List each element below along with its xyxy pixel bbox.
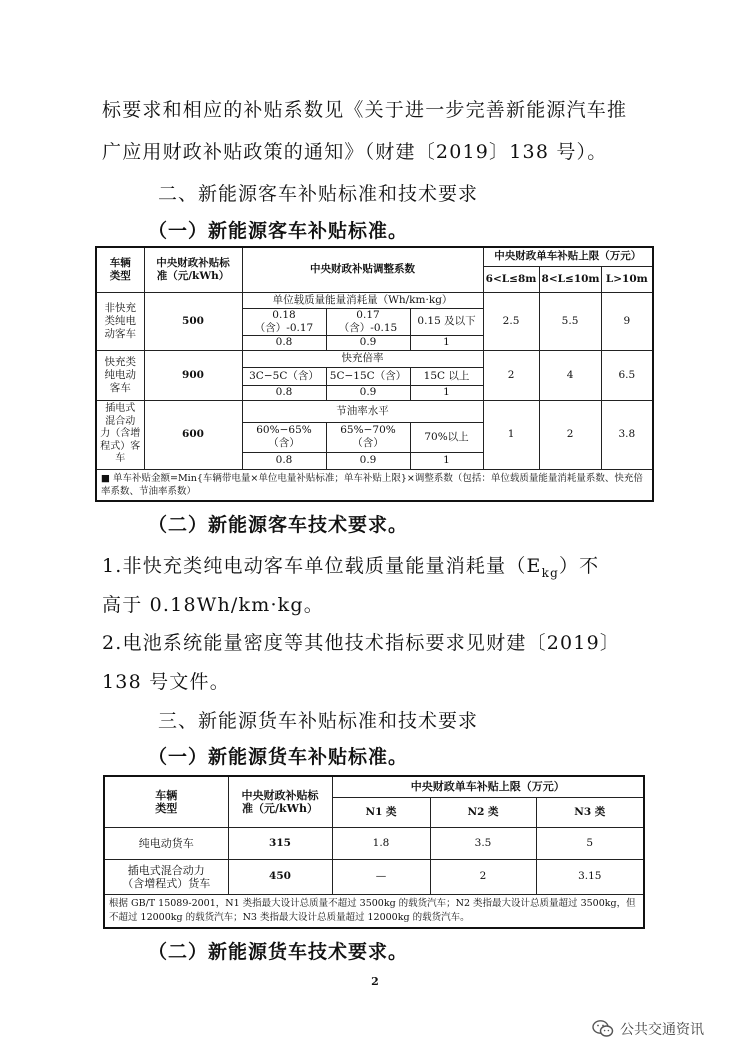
coef-factor: 1 bbox=[410, 452, 483, 469]
paragraph-line: 广应用财政补贴政策的通知》（财建〔2019〕138 号）。 bbox=[102, 141, 608, 163]
truck-subsidy-table bbox=[103, 775, 645, 929]
row-standard: 600 bbox=[144, 400, 242, 469]
cap-value: 2 bbox=[539, 400, 601, 469]
cap-value: 5 bbox=[536, 827, 644, 859]
coef-label: 单位载质量能量消耗量（Wh/km·kg） bbox=[242, 292, 483, 308]
coef-level: 60%−65% （含） bbox=[242, 422, 326, 452]
row-standard: 500 bbox=[144, 292, 242, 350]
coef-factor: 0.9 bbox=[326, 452, 410, 469]
header-adjust-coefficient: 中央财政补贴调整系数 bbox=[242, 247, 483, 292]
requirement-1-line1: 1.非快充类纯电动客车单位载质量能量消耗量$(E_{kg})$不 bbox=[102, 555, 600, 580]
cap-value: 9 bbox=[601, 292, 653, 350]
header-subsidy-standard: 中央财政补贴标 准（元/kWh） bbox=[144, 247, 242, 292]
coef-level: 70%以上 bbox=[410, 422, 483, 452]
paragraph-line: 138 号文件。 bbox=[102, 671, 230, 693]
header-cap-col: 6<L≤8m bbox=[483, 266, 539, 292]
header-cap-col: 8<L≤10m bbox=[539, 266, 601, 292]
cap-value: 3.15 bbox=[536, 859, 644, 894]
coef-factor: 0.8 bbox=[242, 452, 326, 469]
header-cap-col: L>10m bbox=[601, 266, 653, 292]
header-cap-col: N2 类 bbox=[430, 797, 536, 827]
row-standard: 315 bbox=[228, 827, 332, 859]
header-cap-col: N3 类 bbox=[536, 797, 644, 827]
row-standard: 450 bbox=[228, 859, 332, 894]
coef-factor: 0.9 bbox=[326, 385, 410, 400]
cap-value: — bbox=[332, 859, 430, 894]
row-type: 纯电动货车 bbox=[104, 827, 228, 859]
watermark-text: 公共交通资讯 bbox=[620, 1022, 704, 1038]
cap-value: 1 bbox=[483, 400, 539, 469]
coef-level: 15C 以上 bbox=[410, 367, 483, 385]
cap-value: 6.5 bbox=[601, 350, 653, 400]
subheading-truck-tech: （二）新能源货车技术要求。 bbox=[148, 941, 409, 963]
paragraph-line: 标要求和相应的补贴系数见《关于进一步完善新能源汽车推 bbox=[102, 99, 628, 121]
wechat-icon bbox=[592, 1019, 614, 1039]
coef-label: 快充倍率 bbox=[242, 350, 483, 367]
row-type: 非快充 类纯电 动客车 bbox=[96, 292, 144, 350]
header-cap-col: N1 类 bbox=[332, 797, 430, 827]
coef-level: 3C−5C（含） bbox=[242, 367, 326, 385]
coef-factor: 1 bbox=[410, 385, 483, 400]
page-number: 2 bbox=[371, 975, 379, 988]
cap-value: 4 bbox=[539, 350, 601, 400]
cap-value: 2.5 bbox=[483, 292, 539, 350]
row-standard: 900 bbox=[144, 350, 242, 400]
cap-value: 3.8 bbox=[601, 400, 653, 469]
section-heading-truck: 三、新能源货车补贴标准和技术要求 bbox=[158, 710, 479, 732]
row-type: 插电式 混合动 力（含增 程式）客 车 bbox=[96, 400, 144, 469]
coef-factor: 0.9 bbox=[326, 335, 410, 350]
coef-level: 5C−15C（含） bbox=[326, 367, 410, 385]
header-subsidy-cap: 中央财政单车补贴上限（万元） bbox=[332, 776, 644, 797]
subheading-bus-subsidy: （一）新能源客车补贴标准。 bbox=[148, 220, 409, 242]
cap-value: 2 bbox=[483, 350, 539, 400]
watermark bbox=[592, 1016, 704, 1042]
bus-subsidy-table bbox=[95, 246, 654, 502]
requirement-2-line1: 2.电池系统能量密度等其他技术指标要求见财建〔2019〕 bbox=[102, 632, 621, 654]
header-subsidy-standard: 中央财政补贴标 准（元/kWh） bbox=[228, 776, 332, 827]
cap-value: 3.5 bbox=[430, 827, 536, 859]
coef-factor: 0.8 bbox=[242, 385, 326, 400]
coef-level: 65%−70% （含） bbox=[326, 422, 410, 452]
coef-level: 0.15 及以下 bbox=[410, 308, 483, 335]
cap-value: 2 bbox=[430, 859, 536, 894]
table-note: 根据 GB/T 15089-2001，N1 类指最大设计总质量不超过 3500kg 的载货汽车；N2 类指最大设计总质量超过 3500kg，但不超过 12000kg 的载货汽车；N3 类指最大设计总质量超过 12000kg 的载货汽车。 bbox=[104, 894, 644, 928]
coef-label: 节油率水平 bbox=[242, 400, 483, 422]
header-vehicle-type: 车辆 类型 bbox=[104, 776, 228, 827]
coef-level: 0.18（含）-0.17 bbox=[242, 308, 326, 335]
coef-level: 0.17（含）-0.15 bbox=[326, 308, 410, 335]
table-note: ■ 单车补贴金额=Min{车辆带电量×单位电量补贴标准；单车补贴上限}×调整系数（包括：单位载质量能量消耗量系数、快充倍率系数、节油率系数） bbox=[96, 469, 653, 501]
subheading-truck-subsidy: （一）新能源货车补贴标准。 bbox=[148, 746, 409, 768]
cap-value: 5.5 bbox=[539, 292, 601, 350]
section-heading-bus: 二、新能源客车补贴标准和技术要求 bbox=[158, 183, 479, 205]
subheading-bus-tech: （二）新能源客车技术要求。 bbox=[148, 514, 409, 536]
coef-factor: 0.8 bbox=[242, 335, 326, 350]
row-type: 快充类 纯电动 客车 bbox=[96, 350, 144, 400]
row-type: 插电式混合动力 （含增程式）货车 bbox=[104, 859, 228, 894]
header-subsidy-cap: 中央财政单车补贴上限（万元） bbox=[483, 247, 653, 266]
coef-factor: 1 bbox=[410, 335, 483, 350]
cap-value: 1.8 bbox=[332, 827, 430, 859]
header-vehicle-type: 车辆 类型 bbox=[96, 247, 144, 292]
paragraph-line: 高于 0.18Wh/km·kg。 bbox=[102, 594, 324, 616]
